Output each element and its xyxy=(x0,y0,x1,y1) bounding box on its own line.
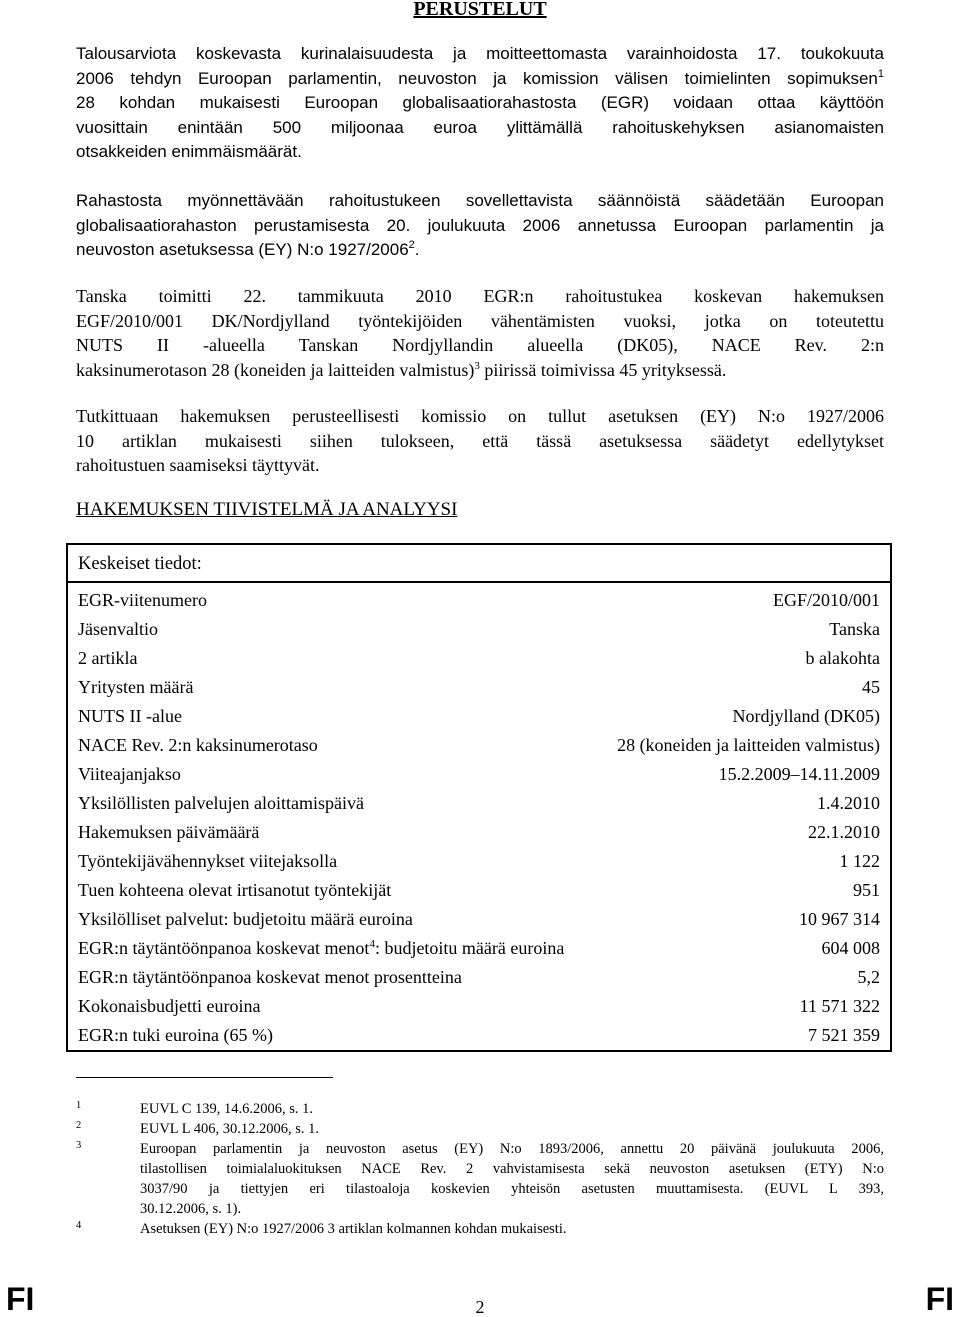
footnote-text: EUVL L 406, 30.12.2006, s. 1. xyxy=(140,1121,319,1137)
row-value: EGF/2010/001 xyxy=(772,590,880,610)
table-row xyxy=(78,850,880,879)
row-value: 1 122 xyxy=(839,851,880,871)
row-label: Kokonaisbudjetti euroina xyxy=(78,996,261,1016)
footnote xyxy=(76,1099,884,1119)
paragraph-line: globalisaatiorahaston perustamisesta 20. joulukuuta 2006 annetussa Euroopan parlamentin ja xyxy=(76,215,884,235)
table-row xyxy=(78,763,880,792)
row-value: 10 967 314 xyxy=(799,909,880,929)
row-value: 1.4.2010 xyxy=(817,793,880,813)
key-info-box xyxy=(66,543,892,1052)
paragraph-line: Rahastosta myönnettävään rahoitustukeen sovellettavista säännöistä säädetään Euroopan xyxy=(76,191,884,210)
paragraph-line: EGF/2010/001 DK/Nordjylland työntekijöiden vähentämisten vuoksi, jotka on toteutettu xyxy=(76,310,884,331)
footnote-number: 4 xyxy=(76,1220,82,1231)
table-row xyxy=(78,937,880,966)
footnote-number: 1 xyxy=(76,1100,82,1111)
row-value: b alakohta xyxy=(805,648,880,668)
footnote-ref[interactable]: 2 xyxy=(408,239,415,251)
row-value: 604 008 xyxy=(821,938,880,958)
paragraph-line: NUTS II -alueella Tanskan Nordjyllandin alueella (DK05), NACE Rev. 2:n xyxy=(76,335,884,355)
table-row xyxy=(78,705,880,734)
language-code-left: FI xyxy=(6,1281,35,1317)
footnote-separator xyxy=(76,1077,333,1078)
legal-basis-paragraph xyxy=(76,189,884,263)
paragraph-line: 10 artiklan mukaisesti siihen tulokseen, että tässä asetuksessa säädetyt edellytykset xyxy=(76,430,884,451)
table-row xyxy=(78,589,880,618)
footnote xyxy=(76,1139,884,1219)
row-label: Tuen kohteena olevat irtisanotut työntekijät xyxy=(78,880,392,900)
row-value: 15.2.2009–14.11.2009 xyxy=(718,764,880,784)
row-label: NUTS II -alue xyxy=(78,706,182,726)
row-value: 951 xyxy=(853,880,880,900)
footnote-number: 2 xyxy=(76,1120,82,1131)
row-label: Yritysten määrä xyxy=(78,677,194,697)
row-label: Viiteajanjakso xyxy=(78,764,181,784)
footnote-number: 3 xyxy=(76,1140,82,1151)
footnotes xyxy=(76,1099,884,1239)
footnote-text: EUVL C 139, 14.6.2006, s. 1. xyxy=(140,1101,314,1117)
row-label: EGR:n tuki euroina (65 %) xyxy=(78,1025,273,1045)
intro-paragraph xyxy=(76,42,884,165)
row-label: NACE Rev. 2:n kaksinumerotaso xyxy=(78,735,318,755)
row-label: Työntekijävähennykset viitejaksolla xyxy=(78,851,338,871)
table-row xyxy=(78,647,880,676)
footnote-ref[interactable]: 4 xyxy=(369,938,375,950)
table-row xyxy=(78,676,880,705)
footnote xyxy=(76,1219,884,1239)
row-value: 22.1.2010 xyxy=(808,822,880,842)
paragraph-line: 28 kohdan mukaisesti Euroopan globalisaatiorahastosta (EGR) voidaan ottaa käyttöön xyxy=(76,93,884,112)
language-code-right: FI xyxy=(925,1281,954,1317)
paragraph-line: Tutkittuaan hakemuksen perusteellisesti komissio on tullut asetuksen (EY) N:o 1927/2006 xyxy=(76,406,884,426)
table-row xyxy=(78,879,880,908)
table-row xyxy=(78,908,880,937)
box-divider xyxy=(68,581,890,583)
section-heading: HAKEMUKSEN TIIVISTELMÄ JA ANALYYSI xyxy=(76,499,458,520)
row-label: Yksilölliset palvelut: budjetoitu määrä euroina xyxy=(78,909,413,929)
footnote-text: Euroopan parlamentin ja neuvoston asetus (EY) N:o 1893/2006, annettu 20 päivänä joulukuuta 2006, tilastollisen toimialaluokituksen NACE Rev. 2 vahvistamisesta sekä neuvoston asetuksen (ETY) N:o 3037/90 ja tiettyjen eri tilastoaloja koskevien yhteisön asetusten muuttamisesta. (EUVL L 393, 30.12.2006, s. 1). xyxy=(140,1141,884,1217)
table-row xyxy=(78,966,880,995)
paragraph-line: rahoitustuen saamiseksi täyttyvät. xyxy=(76,455,320,475)
assessment-paragraph xyxy=(76,404,884,478)
row-value: 5,2 xyxy=(857,967,880,987)
row-value: Nordjylland (DK05) xyxy=(732,706,880,726)
table-row xyxy=(78,821,880,850)
row-label: Hakemuksen päivämäärä xyxy=(78,822,260,842)
table-row xyxy=(78,618,880,647)
page-number: 2 xyxy=(475,1297,485,1317)
row-value: 11 571 322 xyxy=(799,996,880,1016)
paragraph-line: Talousarviota koskevasta kurinalaisuudesta ja moitteettomasta varainhoidosta 17. toukokuuta xyxy=(76,44,884,63)
row-label: EGR:n täytäntöönpanoa koskevat menot$^4$: budjetoitu määrä euroina xyxy=(78,938,565,958)
paragraph-line: kaksinumerotason 28 (koneiden ja laitteiden valmistus)$^3$ piirissä toimivissa 45 yrityksessä. xyxy=(76,359,727,380)
table-row xyxy=(78,995,880,1024)
footnote-text: Asetuksen (EY) N:o 1927/2006 3 artiklan kolmannen kohdan mukaisesti. xyxy=(140,1221,567,1237)
paragraph-line: 2006 tehdyn Euroopan parlamentin, neuvoston ja komission välisen toimielinten sopimuksen$^1$ xyxy=(76,67,884,88)
row-label: Yksilöllisten palvelujen aloittamispäivä xyxy=(78,793,364,813)
row-label: EGR:n täytäntöönpanoa koskevat menot prosentteina xyxy=(78,967,462,987)
application-paragraph xyxy=(76,284,884,382)
table-row xyxy=(78,1024,880,1053)
paragraph-line: neuvoston asetuksessa (EY) N:o 1927/2006$^2$. xyxy=(76,239,420,259)
footnote-ref[interactable]: 1 xyxy=(877,67,884,80)
row-value: 45 xyxy=(862,677,880,697)
row-value: 28 (koneiden ja laitteiden valmistus) xyxy=(617,735,880,755)
row-value: 7 521 359 xyxy=(808,1025,880,1045)
paragraph-line: vuosittain enintään 500 miljoonaa euroa ylittämällä rahoituskehyksen asianomaisten xyxy=(76,117,884,137)
box-title: Keskeiset tiedot: xyxy=(78,554,202,574)
row-value: Tanska xyxy=(829,619,880,639)
table-row xyxy=(78,792,880,821)
page-title: PERUSTELUT xyxy=(413,0,547,20)
footnote xyxy=(76,1119,884,1139)
table-row xyxy=(78,734,880,763)
paragraph-line: Tanska toimitti 22. tammikuuta 2010 EGR:n rahoitustukea koskevan hakemuksen xyxy=(76,286,884,306)
row-label: Jäsenvaltio xyxy=(78,619,158,639)
row-label: 2 artikla xyxy=(78,648,138,668)
footnote-ref[interactable]: 3 xyxy=(474,359,480,372)
paragraph-line: otsakkeiden enimmäismäärät. xyxy=(76,142,302,161)
row-label: EGR-viitenumero xyxy=(78,590,207,610)
key-info-table xyxy=(78,589,880,1053)
